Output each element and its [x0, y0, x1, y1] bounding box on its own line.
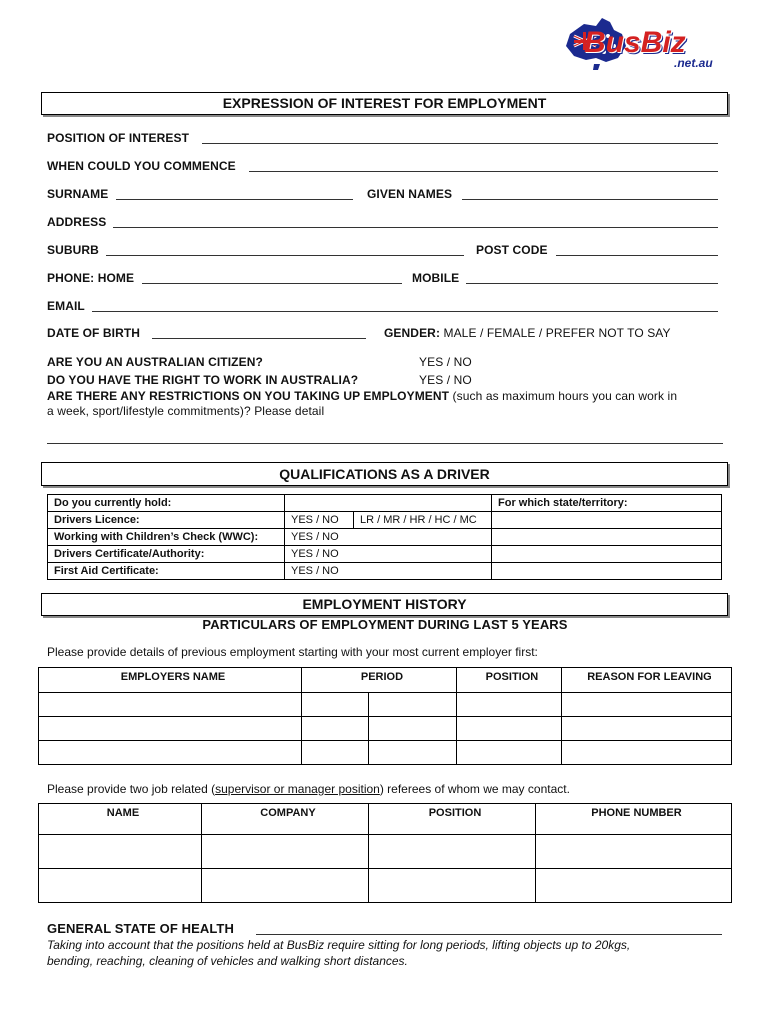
- employer-cell[interactable]: [39, 693, 302, 717]
- col-state-header: For which state/territory:: [492, 495, 722, 512]
- phone-home-field[interactable]: [142, 283, 402, 284]
- table-row: [39, 869, 732, 903]
- table-row: [48, 512, 722, 529]
- position-field[interactable]: [202, 143, 718, 144]
- mobile-field[interactable]: [466, 283, 718, 284]
- gender-label-text: GENDER:: [384, 326, 441, 340]
- position-cell[interactable]: [456, 741, 561, 765]
- employer-cell[interactable]: [39, 741, 302, 765]
- table-row: [39, 717, 732, 741]
- referees-instruction: [47, 782, 570, 796]
- commence-label: WHEN COULD YOU COMMENCE: [47, 159, 236, 173]
- col-name: NAME: [39, 804, 202, 835]
- col-reason: REASON FOR LEAVING: [561, 668, 731, 693]
- position-label: POSITION OF INTEREST: [47, 131, 190, 145]
- phone-home-label: PHONE: HOME: [47, 271, 135, 285]
- ref-phone-cell[interactable]: [536, 835, 732, 869]
- ref-phone-cell[interactable]: [536, 869, 732, 903]
- given-names-field[interactable]: [462, 199, 718, 200]
- employment-instruction: Please provide details of previous employment starting with your most current employer first:: [47, 645, 538, 659]
- qual-answer[interactable]: YES / NO: [285, 546, 492, 563]
- mobile-label: MOBILE: [412, 271, 460, 285]
- qual-answer[interactable]: YES / NO: [285, 563, 492, 580]
- ref-name-cell[interactable]: [39, 869, 202, 903]
- qual-item: Drivers Licence:: [48, 512, 285, 529]
- qual-answer[interactable]: YES / NO: [285, 512, 354, 529]
- ref-name-cell[interactable]: [39, 835, 202, 869]
- restrictions-detail-cont: a week, sport/lifestyle commitments)? Please detail: [47, 404, 325, 418]
- ref-position-cell[interactable]: [369, 869, 536, 903]
- right-to-work-options[interactable]: YES / NO: [419, 373, 472, 387]
- qual-answer[interactable]: YES / NO: [285, 529, 492, 546]
- surname-label: SURNAME: [47, 187, 109, 201]
- form-title: EXPRESSION OF INTEREST FOR EMPLOYMENT: [41, 92, 728, 115]
- email-label: EMAIL: [47, 299, 85, 313]
- dob-label: DATE OF BIRTH: [47, 326, 141, 340]
- table-row: [39, 741, 732, 765]
- postcode-field[interactable]: [556, 255, 718, 256]
- employment-heading: EMPLOYMENT HISTORY: [41, 593, 728, 616]
- citizen-options[interactable]: YES / NO: [419, 355, 472, 369]
- health-label: GENERAL STATE OF HEALTH: [47, 921, 234, 936]
- qual-state[interactable]: [492, 512, 722, 529]
- qual-item: First Aid Certificate:: [48, 563, 285, 580]
- qual-state[interactable]: [492, 546, 722, 563]
- employment-subheading: PARTICULARS OF EMPLOYMENT DURING LAST 5 YEARS: [202, 617, 568, 632]
- address-field[interactable]: [113, 227, 718, 228]
- table-row: [48, 529, 722, 546]
- qualifications-heading: QUALIFICATIONS AS A DRIVER: [41, 462, 728, 486]
- surname-field[interactable]: [116, 199, 353, 200]
- referees-instruction-pre: Please provide two job related (: [47, 782, 216, 796]
- restrictions-detail: (such as maximum hours you can work in: [452, 389, 678, 403]
- health-field[interactable]: [256, 934, 722, 935]
- dob-field[interactable]: [152, 338, 366, 339]
- logo-domain: .net.au: [674, 56, 713, 70]
- suburb-field[interactable]: [106, 255, 464, 256]
- position-cell[interactable]: [456, 693, 561, 717]
- qual-state[interactable]: [492, 563, 722, 580]
- header-blank: [285, 495, 492, 512]
- period-from-cell[interactable]: [302, 741, 369, 765]
- qual-item: Drivers Certificate/Authority:: [48, 546, 285, 563]
- licence-classes[interactable]: LR / MR / HR / HC / MC: [354, 512, 492, 529]
- col-company: COMPANY: [202, 804, 369, 835]
- col-position: POSITION: [456, 668, 561, 693]
- restrictions-field[interactable]: [47, 443, 723, 444]
- qual-item: Working with Children’s Check (WWC):: [48, 529, 285, 546]
- table-row: [39, 835, 732, 869]
- period-to-cell[interactable]: [369, 741, 457, 765]
- position-cell[interactable]: [456, 717, 561, 741]
- reason-cell[interactable]: [561, 741, 731, 765]
- gender-label: [384, 326, 671, 340]
- period-to-cell[interactable]: [369, 717, 457, 741]
- period-from-cell[interactable]: [302, 693, 369, 717]
- reason-cell[interactable]: [561, 693, 731, 717]
- table-row: [48, 563, 722, 580]
- given-names-label: GIVEN NAMES: [367, 187, 453, 201]
- period-to-cell[interactable]: [369, 693, 457, 717]
- restrictions-question: [47, 389, 677, 403]
- citizen-question: ARE YOU AN AUSTRALIAN CITIZEN?: [47, 355, 263, 369]
- commence-field[interactable]: [249, 171, 718, 172]
- logo-brand: BusBiz: [584, 26, 686, 59]
- gender-options[interactable]: MALE / FEMALE / PREFER NOT TO SAY: [443, 326, 671, 340]
- health-note-1: Taking into account that the positions held at BusBiz require sitting for long periods, lifting objects up to 20kgs,: [47, 938, 631, 952]
- right-to-work-question: DO YOU HAVE THE RIGHT TO WORK IN AUSTRALIA?: [47, 373, 359, 387]
- employer-cell[interactable]: [39, 717, 302, 741]
- qual-state[interactable]: [492, 529, 722, 546]
- col-phone: PHONE NUMBER: [536, 804, 732, 835]
- referees-instruction-post: ) referees of whom we may contact.: [379, 782, 570, 796]
- qualifications-table: [47, 494, 722, 580]
- ref-company-cell[interactable]: [202, 869, 369, 903]
- reason-cell[interactable]: [561, 717, 731, 741]
- busbiz-logo: [556, 12, 726, 76]
- col-employers-name: EMPLOYERS NAME: [39, 668, 302, 693]
- table-row: [39, 693, 732, 717]
- restrictions-question-text: ARE THERE ANY RESTRICTIONS ON YOU TAKING UP EMPLOYMENT: [47, 389, 450, 403]
- referees-table: [38, 803, 732, 903]
- address-label: ADDRESS: [47, 215, 107, 229]
- col-ref-position: POSITION: [369, 804, 536, 835]
- table-row: [48, 546, 722, 563]
- suburb-label: SUBURB: [47, 243, 99, 257]
- period-from-cell[interactable]: [302, 717, 369, 741]
- col-hold-header: Do you currently hold:: [48, 495, 285, 512]
- postcode-label: POST CODE: [476, 243, 548, 257]
- ref-company-cell[interactable]: [202, 835, 369, 869]
- health-note-2: bending, reaching, cleaning of vehicles and walking short distances.: [47, 954, 408, 968]
- employment-table: [38, 667, 732, 765]
- ref-position-cell[interactable]: [369, 835, 536, 869]
- col-period: PERIOD: [302, 668, 457, 693]
- email-field[interactable]: [92, 311, 718, 312]
- referees-instruction-underlined: supervisor or manager position: [215, 782, 380, 796]
